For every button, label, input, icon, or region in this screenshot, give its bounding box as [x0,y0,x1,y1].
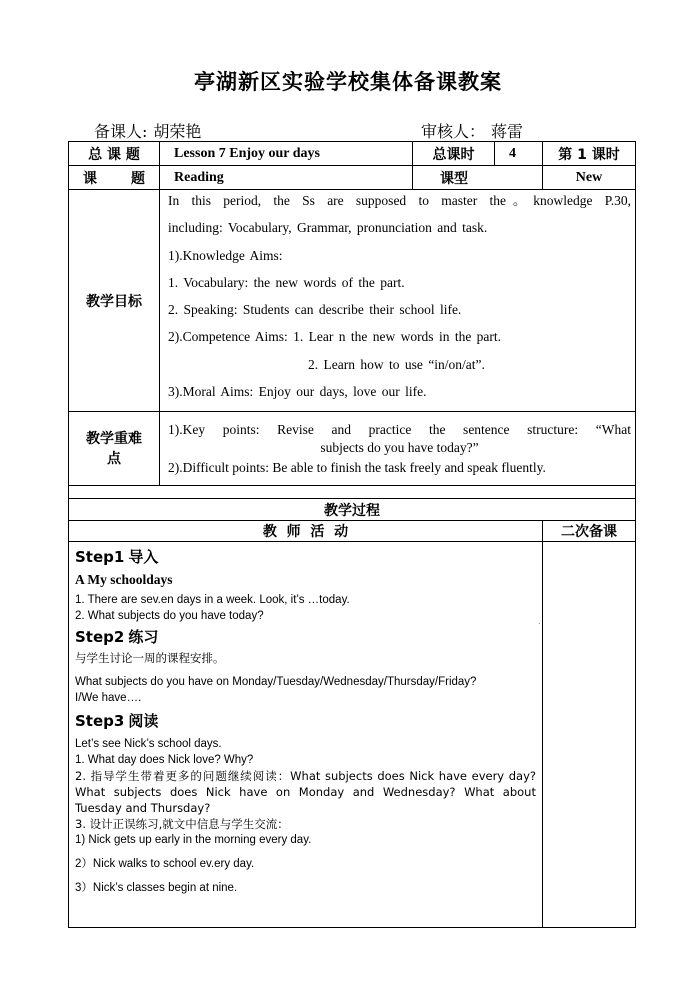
step3-heading: Step3 阅读 [75,712,159,730]
header-row [69,142,636,166]
lesson-type-value: New [543,166,636,190]
objective-line: 2. Speaking: Students can describe their school life. [168,302,462,318]
total-value: 4 [495,142,543,166]
objective-line: In this period, the Ss are supposed to master the。knowledge P.30, [168,193,631,208]
spacer [75,666,536,674]
step1-line: 2. What subjects do you have today? [75,610,264,622]
lesson-label: 课 题 [69,166,160,190]
objectives-label: 教学目标 [69,190,160,412]
page-title: 亭湖新区实验学校集体备课教案 [194,69,502,94]
lesson-title: Reading [160,166,413,190]
second-prep-content [543,542,636,928]
objective-line: 3).Moral Aims: Enjoy our days, love our life. [168,384,427,400]
lesson-type-label: 课型 [413,166,543,190]
step3-line: 3）Nick’s classes begin at nine. [75,882,238,894]
process-title: 教学过程 [69,499,636,521]
process-body-row [69,542,636,928]
second-prep-column-header: 二次备课 [543,521,636,542]
step1-subheading: A My schooldays [75,572,173,587]
spacer [75,848,536,856]
side-mark: . [538,617,541,626]
activity-content [69,542,543,928]
step2-heading: Step2 练习 [75,628,159,646]
period-value: 第 1 课时 [543,142,636,166]
spacer-cell [69,486,636,499]
preparer-name: 胡荣艳 [153,122,202,141]
step2-line: I/We have…. [75,692,142,704]
objective-line: including: Vocabulary, Grammar, pronunciation and task. [168,220,488,236]
key-points-label: 教学重难点 [69,412,160,486]
step3-line: 2）Nick walks to school ev.ery day. [75,858,255,870]
process-columns-row [69,521,636,542]
step1-line: 1. There are sev.en days in a week. Look, it’s …today. [75,594,350,606]
total-label: 总课时 [413,142,495,166]
topic-value: Lesson 7 Enjoy our days [160,142,413,166]
key-points-row [69,412,636,486]
preparer-field [94,119,201,142]
step3-line: Let’s see Nick’s school days. [75,738,222,750]
objective-line: 2).Competence Aims: 1. Lear n the new words in the part. [168,329,502,345]
step3-line: 2. 指导学生带着更多的问题继续阅读：What subjects does Nick have every day? What subjects does Nick have on Monday and Wednesday? What about Tuesday and Thursday? [75,769,536,815]
objective-line: 1. Vocabulary: the new words of the part. [168,274,405,290]
step1-heading: Step1 导入 [75,548,159,566]
step3-line: 1. What day does Nick love? Why? [75,754,254,766]
objectives-content [160,190,636,412]
key-point-line: 2).Difficult points: Be able to finish the task freely and speak fluently. [168,459,546,475]
reviewer-label: 审核人： [421,122,486,141]
spacer [75,872,536,880]
reviewer-field [421,119,523,142]
objective-line: 2. Learn how to use “in/on/at”. [308,356,485,372]
process-title-row [69,499,636,521]
step3-line: 1) Nick gets up early in the morning every day. [75,834,312,846]
step3-line: 3. 设计正误练习,就文中信息与学生交流： [75,817,289,831]
lesson-plan-table [68,141,636,928]
reviewer-name: 蒋雷 [491,122,524,141]
objective-line: 1).Knowledge Aims: [168,247,283,263]
topic-label-cell: 总 课 题 [69,142,160,166]
lesson-row [69,166,636,190]
step2-line: 与学生讨论一周的课程安排。 [75,651,225,665]
spacer-row [69,486,636,499]
preparer-label: 备课人: [94,122,148,141]
key-point-line: 1).Key points: Revise and practice the sentence structure: “What [168,421,631,437]
activity-column-header: 教 师 活 动 [69,521,543,542]
key-points-content [160,412,636,486]
objectives-row [69,190,636,412]
step2-line: What subjects do you have on Monday/Tuesday/Wednesday/Thursday/Friday? [75,676,477,688]
key-point-line: subjects do you have today?” [320,439,479,455]
